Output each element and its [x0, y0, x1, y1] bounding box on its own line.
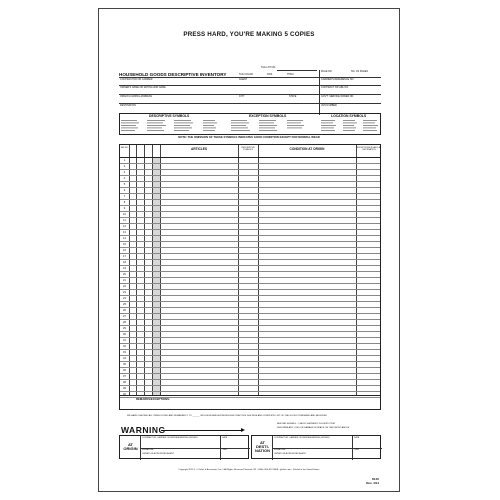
- agent-label: AGENT: [239, 78, 248, 81]
- row-number: 28: [123, 320, 126, 324]
- row-number: 18: [123, 260, 126, 264]
- table-row: [120, 175, 380, 176]
- thru-label: THRU: [287, 73, 294, 76]
- certify-statement: WE HAVE CHECKED ALL ITEMS LISTED AND NUMBERED 1 TO ______ INCLUSIVE AND ACKNOWLEDGE THAT THIS IS A TRUE AND COMPLETE LIST OF THE GOODS TENDERED AND RECEIVED: [127, 415, 328, 417]
- row-number: 24: [123, 296, 126, 300]
- row-number: 38: [123, 380, 126, 384]
- row-number: 10: [123, 212, 126, 216]
- carrier-ref-label: CARRIER'S REFERENCE NO.: [321, 78, 355, 81]
- table-row: [120, 223, 380, 224]
- inventory-form: [98, 8, 400, 492]
- table-row: [120, 295, 380, 296]
- row-number: 4: [123, 176, 126, 180]
- table-row: [120, 181, 380, 182]
- origin-date-label: DATE: [222, 437, 228, 439]
- form-title: HOUSEHOLD GOODS DESCRIPTIVE INVENTORY: [119, 72, 227, 77]
- row-number: 19: [123, 266, 126, 270]
- table-row: [120, 277, 380, 278]
- nos-label: NOS.: [267, 73, 273, 76]
- row-number: 22: [123, 284, 126, 288]
- row-number: 26: [123, 308, 126, 312]
- row-number: 25: [123, 302, 126, 306]
- row-number: 5: [123, 182, 126, 186]
- articles-header: ARTICLES: [191, 147, 207, 151]
- table-row: [120, 319, 380, 320]
- table-row: [120, 355, 380, 356]
- table-row: [120, 163, 380, 164]
- row-number: 34: [123, 356, 126, 360]
- table-row: [120, 331, 380, 332]
- table-row: [120, 247, 380, 248]
- row-number: 9: [123, 206, 126, 210]
- no-of-pages-label: NO. OF PAGES: [351, 70, 368, 73]
- row-number: 39: [123, 386, 126, 390]
- table-row: [120, 193, 380, 194]
- destination-signature-label: SIGNATURE: [274, 449, 286, 451]
- row-number: 2: [123, 164, 126, 168]
- destination-time-label: TIME: [354, 449, 359, 451]
- warning-text-1: BEFORE SIGNING – CHECK SHIPMENT, IS EVERY ITEM: [277, 423, 335, 425]
- table-row: [120, 259, 380, 260]
- arrow-icon: [161, 430, 243, 431]
- copyright-line: Copyright 2014 J. J. Keller & Associates, Inc.® All Rights Reserved. Neenah, WI • USA • 800-327-6868 • jjkeller.com • Printed in the United States: [178, 469, 320, 471]
- row-number: 16: [123, 248, 126, 252]
- table-row: [120, 313, 380, 314]
- contractor-label: CONTRACTOR OR CARRIER: [120, 78, 153, 81]
- table-row: [120, 211, 380, 212]
- table-row: [120, 169, 380, 170]
- service-order-label: GOV'T. SERVICE ORDER NO.: [321, 95, 354, 98]
- row-number: 8: [123, 200, 126, 204]
- row-number: 23: [123, 290, 126, 294]
- row-number: 27: [123, 314, 126, 318]
- row-number: 33: [123, 350, 126, 354]
- table-row: [120, 379, 380, 380]
- descriptive-symbols-title: DESCRIPTIVE SYMBOLS: [149, 114, 190, 118]
- at-origin-label: AT ORIGIN: [123, 442, 138, 452]
- page-no-label: PAGE NO.: [321, 70, 333, 73]
- tag-color-label: TAG COLOR: [239, 73, 253, 76]
- condition-at-origin-header: CONDITION AT ORIGIN: [289, 147, 325, 151]
- remarks-label: REMARKS/EXCEPTIONS:: [136, 397, 170, 401]
- table-row: [120, 265, 380, 266]
- row-number: 29: [123, 326, 126, 330]
- origin-address-label: ORIGIN LOADING ADDRESS: [120, 95, 153, 98]
- table-row: [120, 307, 380, 308]
- table-row: [120, 373, 380, 374]
- table-row: [120, 349, 380, 350]
- row-number: 1: [123, 158, 126, 162]
- row-number: 20: [123, 272, 126, 276]
- location-symbols-title: LOCATION SYMBOLS: [331, 114, 367, 118]
- row-number: 12: [123, 224, 126, 228]
- symbols-note: NOTE: THE OMISSION OF THESE SYMBOLS INDICATES GOOD CONDITION EXCEPT FOR NORMAL WEAR: [178, 135, 320, 139]
- table-row: [120, 229, 380, 230]
- owner-name-label: OWNER'S NAME OR RATING AND NAME: [120, 86, 166, 89]
- row-number: 21: [123, 278, 126, 282]
- origin-signature-label: SIGNATURE: [142, 449, 154, 451]
- descriptive-symbols-header: DESCRIPTIVE SYMBOLS: [241, 147, 255, 152]
- origin-time-label: TIME: [222, 449, 227, 451]
- table-row: [120, 361, 380, 362]
- row-number: 7: [123, 194, 126, 198]
- destination-signature-block: [251, 435, 381, 459]
- at-destination-label: AT DESTI- NATION: [254, 440, 271, 454]
- table-row: [120, 283, 380, 284]
- table-row: [120, 271, 380, 272]
- table-row: [120, 187, 380, 188]
- table-row: [120, 391, 380, 392]
- inventory-table: [119, 144, 381, 396]
- row-number: 3: [123, 170, 126, 174]
- row-number: 15: [123, 242, 126, 246]
- table-row: [120, 289, 380, 290]
- origin-owner-label: OWNER OR AUTHORIZED AGENT: [142, 453, 175, 455]
- destination-owner-label: OWNER OR AUTHORIZED AGENT: [274, 453, 307, 455]
- warning-text-2: DESCRIBE ANY LOSS OR DAMAGE IN SPACE ON THE FRONT ABOVE: [277, 427, 350, 429]
- row-number: 30: [123, 332, 126, 336]
- city-label: CITY: [239, 95, 245, 98]
- table-row: [120, 199, 380, 200]
- row-number: 11: [123, 218, 126, 222]
- row-number: 31: [123, 338, 126, 342]
- table-row: [120, 205, 380, 206]
- tag-lot-label: TAG LOT NO.: [261, 66, 276, 69]
- state-label: STATE: [289, 95, 297, 98]
- table-row: [120, 217, 380, 218]
- origin-contractor-label: CONTRACTOR, CARRIER OR REPRESENTATIVE (DRIVER): [142, 437, 198, 439]
- row-number: 40: [123, 392, 126, 396]
- warning-heading: WARNING: [121, 425, 166, 435]
- table-row: [120, 301, 380, 302]
- row-number: 32: [123, 344, 126, 348]
- destination-label: DESTINATION: [120, 104, 136, 107]
- destination-exceptions-header: EXCEPTIONS (IF ANY) AT DESTINATION: [357, 147, 381, 152]
- table-row: [120, 385, 380, 386]
- row-number: 37: [123, 374, 126, 378]
- symbols-fine-print: [119, 119, 381, 134]
- form-number: 814X: [371, 477, 379, 481]
- origin-signature-block: [119, 435, 249, 459]
- table-row: [120, 343, 380, 344]
- form-revision: Rev. 4/14: [366, 481, 379, 485]
- row-number: 6: [123, 188, 126, 192]
- tag-no-header: TAG NO.: [120, 147, 129, 149]
- contract-gbl-label: CONTRACT OR GBL NO.: [321, 86, 349, 89]
- table-row: [120, 367, 380, 368]
- table-row: [120, 235, 380, 236]
- exception-symbols-title: EXCEPTION SYMBOLS: [249, 114, 287, 118]
- row-number: 35: [123, 362, 126, 366]
- row-number: 17: [123, 254, 126, 258]
- destination-contractor-label: CONTRACTOR, CARRIER OR REPRESENTATIVE (DRIVER): [274, 437, 330, 439]
- form-headline: PRESS HARD, YOU'RE MAKING 5 COPIES: [183, 31, 315, 38]
- row-number: 36: [123, 368, 126, 372]
- table-row: [120, 325, 380, 326]
- table-row: [120, 337, 380, 338]
- row-number: 14: [123, 236, 126, 240]
- table-row: [120, 241, 380, 242]
- destination-date-label: DATE: [354, 437, 360, 439]
- table-row: [120, 253, 380, 254]
- row-number: 13: [123, 230, 126, 234]
- van-number-label: VAN NUMBER: [321, 104, 337, 107]
- remarks-box: [119, 396, 381, 410]
